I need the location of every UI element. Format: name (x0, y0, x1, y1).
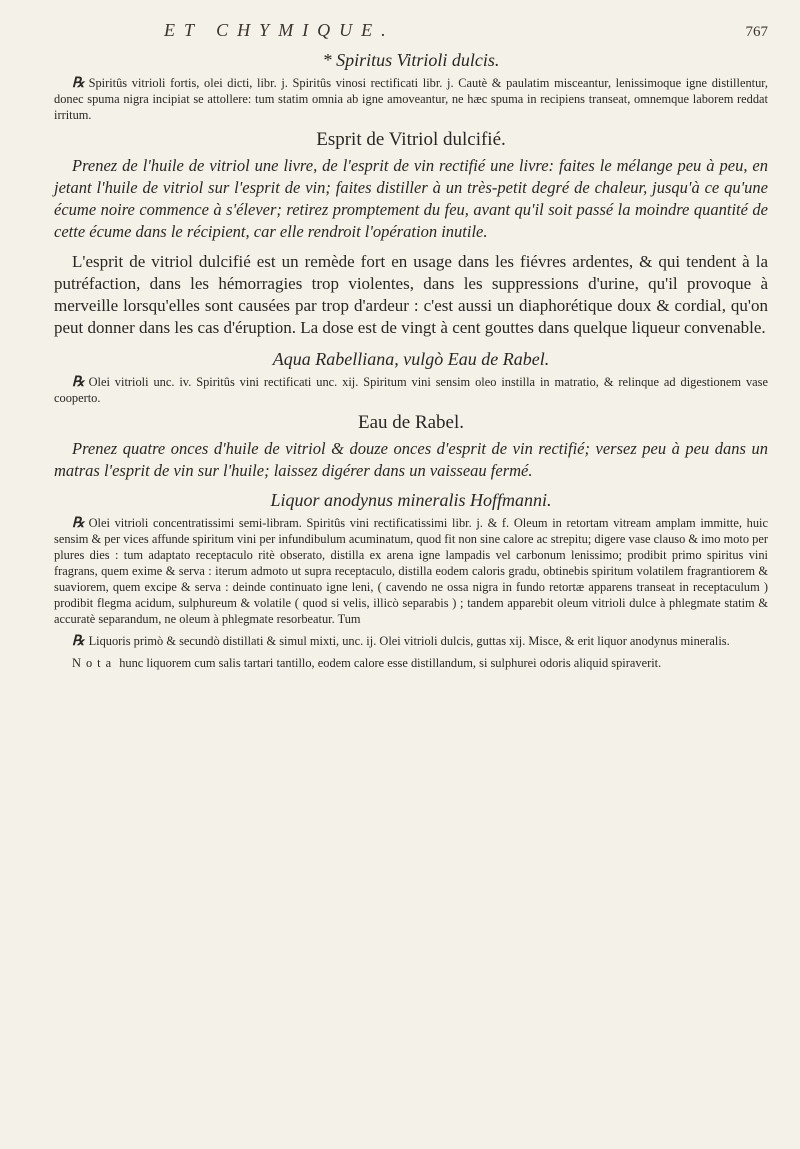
recipe-symbol: ℞ (72, 515, 85, 531)
latin-recipe-text: Olei vitrioli concentratissimi semi-libram. Spiritûs vini rectificatissimi libr. j. & f. Oleum in retortam vitream amplam immitte, huic sensim & per vices affunde spiritum vini per infundibulum acuminatum, quod fit non sine calore ac strepitu; digere vase clauso & imo moto per plures dies : tum adaptato receptaculo ritè obserato, distilla ex arena igne lampadis vel carbonum lenissimo; prodibit primo spiritus vini fragrans, quem exime & serva : iterum admoto ut supra receptaculo, distilla eodem caloris gradu, obtinebis spiritum volatilem fragrantiorem & suaviorem, quem excipe & serva : deinde continuato igne leni, ( cavendo ne ossa nigra in fundo retortæ apparens transeat in receptaculum ) prodibit flegma acidum, sulphureum & volatile ( quod si velis, illicò separabis ) ; tandem apparebit oleum vitrioli dulce à phlegmate statim & accuratè separandum, ne oleum à phlegmate resorbeatur. Tum (54, 516, 768, 626)
nota-text: hunc liquorem cum salis tartari tantillo, eodem calore esse distillandum, si sulphurei odoris aliquid spiraverit. (119, 656, 662, 670)
latin-recipe-text: Liquoris primò & secundò distillati & simul mixti, unc. ij. Olei vitrioli dulcis, guttas xij. Misce, & erit liquor anodynus mineralis. (88, 634, 730, 648)
section-title-eau-de-rabel: Eau de Rabel. (357, 412, 465, 433)
latin-recipe-spiritus-vitrioli (54, 75, 768, 123)
page-number: 767 (745, 24, 768, 40)
recipe-symbol: ℞ (72, 633, 85, 649)
running-head (54, 16, 768, 46)
body-paragraph-usage: L'esprit de vitriol dulcifié est un remède fort en usage dans les fiévres ardentes, & qui tendent à la putréfaction, dans les hémorragies trop violentes, dans les suppressions d'urine, qu'il provoque à merveille lorsqu'elles sont causées par trop d'ardeur : c'est aussi un diaphorétique doux & cordial, qu'on peut donner dans les cas d'éruption. La dose est de vingt à cent gouttes dans quelque liqueur convenable. (54, 252, 768, 337)
french-recipe-esprit-vitriol: Prenez de l'huile de vitriol une livre, de l'esprit de vin rectifié une livre: faites le mélange peu à peu, en jetant l'huile de vitriol sur l'esprit de vin; faites distiller à un très-petit degré de chaleur, jusqu'à ce qu'une écume noire commence à s'élever; retirez promptement du feu, avant qu'il soit passé la moindre quantité de cette écume dans le récipient, car elle rendroit l'opération inutile. (54, 156, 768, 241)
recipe-symbol: ℞ (72, 75, 85, 91)
latin-recipe-liquor-anodynus (54, 515, 768, 627)
latin-recipe-text: Olei vitrioli unc. iv. Spiritûs vini rectificati unc. xij. Spiritum vini sensim oleo instilla in matratio, & relinque ad digestionem vase cooperto. (54, 375, 768, 405)
recipe-symbol: ℞ (72, 374, 85, 390)
nota-paragraph (54, 655, 768, 671)
latin-recipe-aqua-rabelliana (54, 374, 768, 406)
section-title-esprit-vitriol: Esprit de Vitriol dulcifié. (316, 129, 506, 150)
nota-label: Nota (72, 656, 117, 670)
section-title-liquor-anodynus: Liquor anodynus mineralis Hoffmanni. (270, 490, 552, 510)
latin-recipe-liquor-mix (54, 633, 768, 649)
french-recipe-eau-de-rabel: Prenez quatre onces d'huile de vitriol & douze onces d'esprit de vin rectifié; versez peu à peu dans un matras l'esprit de vin sur l'huile; laissez digérer dans un vaisseau fermé. (54, 439, 768, 480)
page (54, 16, 768, 679)
latin-recipe-text: Spiritûs vitrioli fortis, olei dicti, libr. j. Spiritûs vinosi rectificati libr. j. Cautè & paulatim misceantur, lenissimoque igne distillentur, donec spuma nigra incipiat se attollere: tum statim omnia ab igne amoveantur, ne hæc spuma in recipiens transeat, omnemque laborem reddat irritum. (54, 76, 768, 122)
section-title-spiritus-vitrioli: * Spiritus Vitrioli dulcis. (322, 50, 500, 70)
running-head-title: ET CHYMIQUE. (164, 20, 395, 40)
section-title-aqua-rabelliana: Aqua Rabelliana, vulgò Eau de Rabel. (272, 349, 550, 369)
